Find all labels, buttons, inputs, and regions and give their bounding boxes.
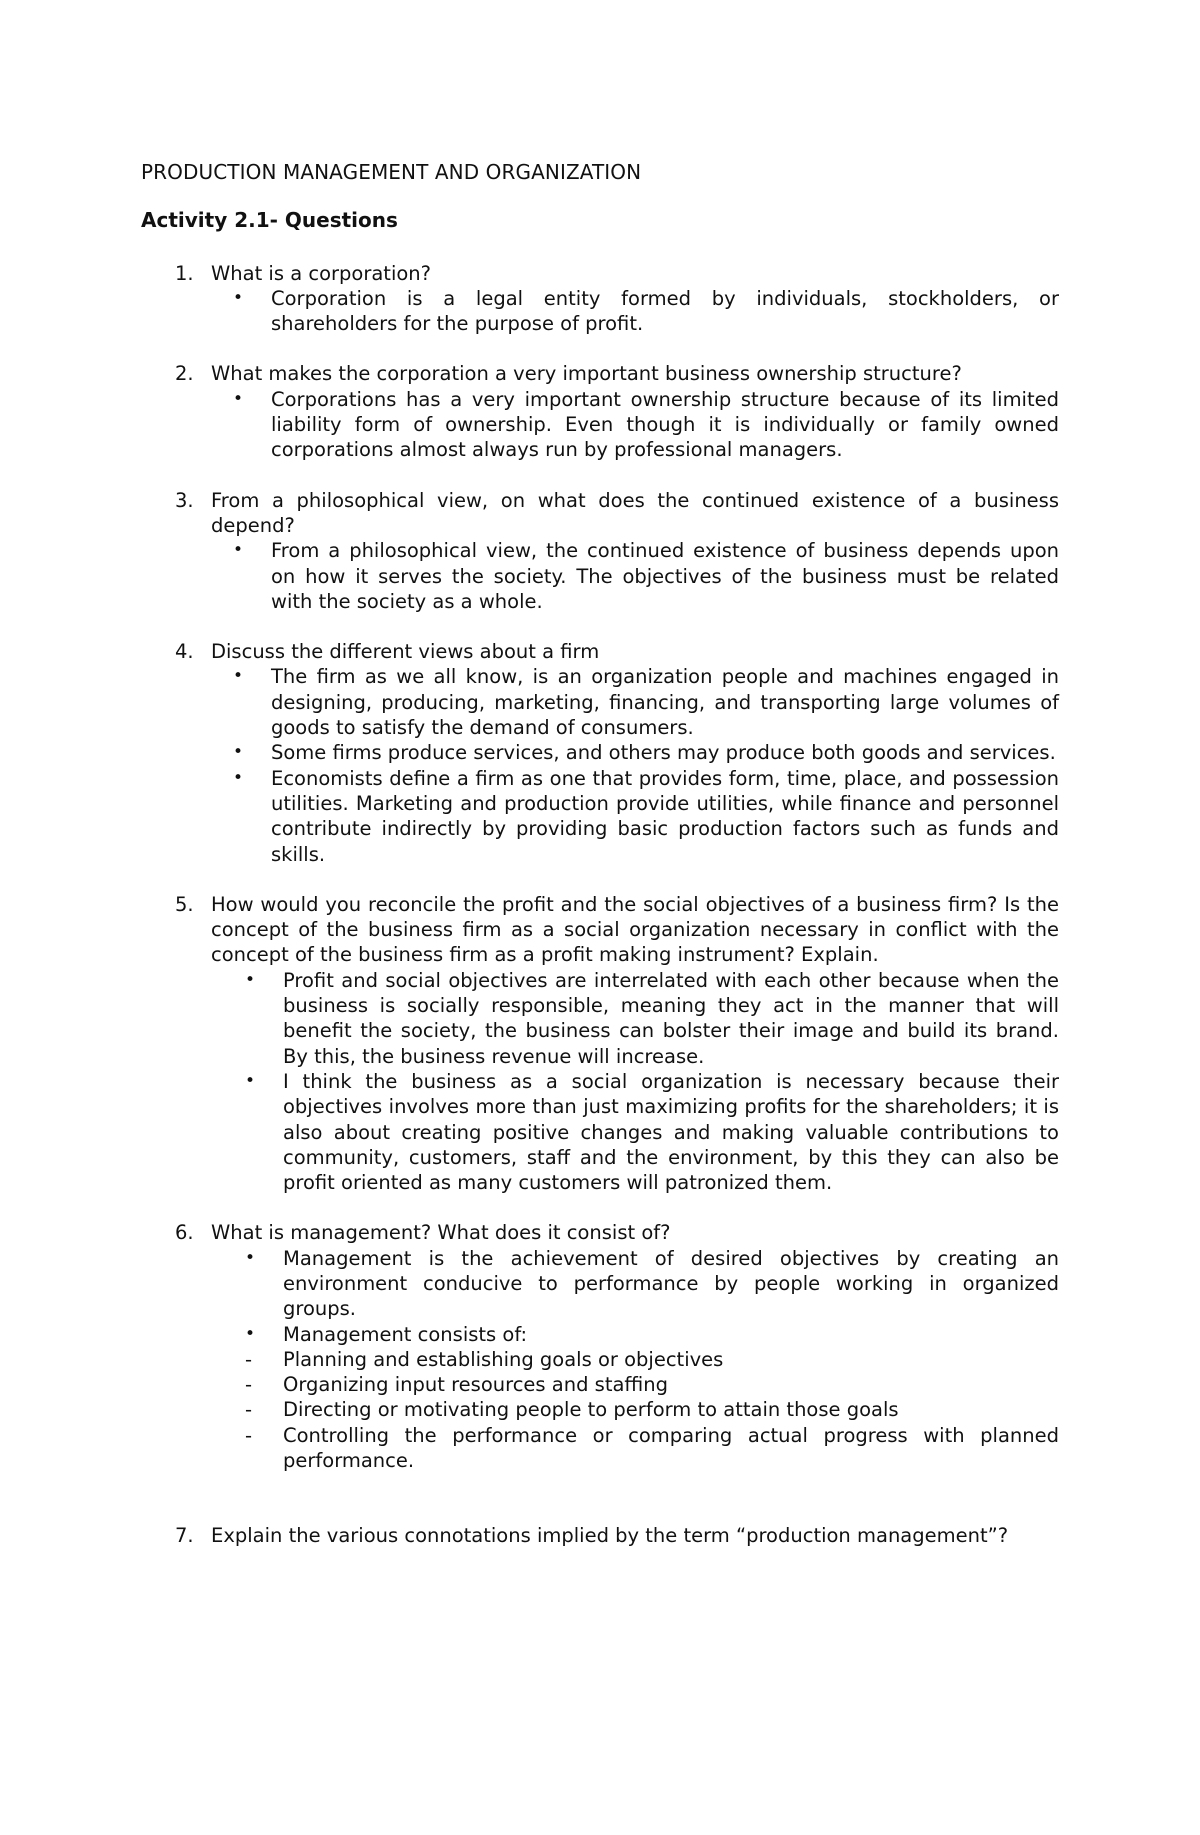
- question-6: [141, 1220, 1059, 1473]
- bullet-icon: •: [233, 767, 244, 788]
- question-text: What makes the corporation a very important business ownership structure?: [211, 362, 962, 386]
- activity-heading: Activity 2.1- Questions: [141, 208, 398, 233]
- answer-item: [211, 1246, 1059, 1322]
- bullet-icon: •: [245, 1323, 256, 1344]
- answer-text: Some firms produce services, and others may produce both goods and services.: [271, 741, 1056, 765]
- question-text: From a philosophical view, on what does the continued existence of a business depend?: [211, 488, 1059, 537]
- bullet-icon: •: [245, 1070, 256, 1091]
- question-text: Discuss the different views about a firm: [211, 640, 600, 664]
- answer-item: [211, 968, 1059, 1069]
- question-number: 4.: [175, 640, 194, 664]
- bullet-icon: •: [233, 540, 244, 561]
- question-4: [141, 639, 1059, 867]
- sub-item-text: Organizing input resources and staffing: [283, 1373, 669, 1397]
- question-number: 1.: [175, 261, 194, 285]
- sub-item-text: Controlling the performance or comparing actual progress with planned performance.: [283, 1423, 1059, 1473]
- dash-icon: -: [245, 1423, 253, 1447]
- answer-item: [211, 1322, 1059, 1347]
- question-1: [141, 261, 1059, 337]
- answer-text: I think the business as a social organization is necessary because their objectives involves more than just maximizing profits for the shareholders; it is also about creating positive changes and making valuable contributions to community, customers, staff and the environment, by this they can also be profit oriented as many customers will patronized them.: [283, 1069, 1059, 1195]
- answer-text: Economists define a firm as one that provides form, time, place, and possession utilities. Marketing and production provide utilities, while finance and personnel contribute indirectly by providing basic production factors such as funds and skills.: [271, 766, 1059, 866]
- document-title: PRODUCTION MANAGEMENT AND ORGANIZATION: [141, 160, 642, 184]
- question-2: [141, 361, 1059, 462]
- answer-text: Management consists of:: [283, 1322, 528, 1346]
- dash-icon: -: [245, 1398, 253, 1422]
- answer-item: [211, 286, 1059, 337]
- bullet-icon: •: [245, 1247, 256, 1268]
- question-3: [141, 488, 1059, 614]
- sub-item-text: Directing or motivating people to perform to attain those goals: [283, 1398, 899, 1422]
- sub-item: [176, 1347, 1059, 1372]
- bullet-icon: •: [233, 287, 244, 308]
- question-number: 6.: [175, 1221, 194, 1245]
- document-page: [141, 160, 1059, 1574]
- dash-icon: -: [245, 1347, 253, 1371]
- question-number: 3.: [175, 488, 194, 512]
- answer-text: The firm as we all know, is an organization people and machines engaged in designing, producing, marketing, financing, and transporting large volumes of goods to satisfy the demand of consumers.: [271, 665, 1059, 740]
- answer-item: [211, 664, 1059, 740]
- answer-text: Profit and social objectives are interrelated with each other because when the business is socially responsible, meaning they act in the manner that will benefit the society, the business can bolster their image and build its brand. By this, the business revenue will increase.: [283, 968, 1059, 1068]
- answer-item: [211, 1069, 1059, 1195]
- answer-item: [211, 766, 1059, 867]
- answer-text: Management is the achievement of desired objectives by creating an environment conducive to performance by people working in organized groups.: [283, 1246, 1059, 1321]
- question-number: 2.: [175, 362, 194, 386]
- question-number: 7.: [175, 1524, 194, 1548]
- question-5: [141, 892, 1059, 1196]
- dash-icon: -: [245, 1373, 253, 1397]
- bullet-icon: •: [233, 742, 244, 763]
- answer-item: [211, 740, 1059, 765]
- answer-item: [211, 387, 1059, 463]
- bullet-icon: •: [233, 388, 244, 409]
- question-text: What is management? What does it consist of?: [211, 1221, 671, 1245]
- bullet-icon: •: [233, 666, 244, 687]
- question-text: What is a corporation?: [211, 261, 432, 285]
- answer-text: From a philosophical view, the continued existence of business depends upon on how it serves the society. The objectives of the business must be related with the society as a whole.: [271, 539, 1059, 613]
- question-text: How would you reconcile the profit and the social objectives of a business firm? Is the concept of the business firm as a social organization necessary in conflict with the concept of the business firm as a profit making instrument? Explain.: [211, 892, 1059, 967]
- sub-item: [176, 1397, 1059, 1422]
- answer-text: Corporation is a legal entity formed by individuals, stockholders, or shareholders for the purpose of profit.: [271, 286, 1059, 336]
- question-text: Explain the various connotations implied by the term “production management”?: [211, 1524, 1009, 1548]
- answer-text: Corporations has a very important ownership structure because of its limited liability form of ownership. Even though it is individually or family owned corporations almost always run by professional managers.: [271, 387, 1059, 462]
- bullet-icon: •: [245, 969, 256, 990]
- sub-item: [176, 1423, 1059, 1474]
- sub-item: [176, 1372, 1059, 1397]
- sub-item-text: Planning and establishing goals or objectives: [283, 1347, 724, 1371]
- question-number: 5.: [175, 892, 194, 916]
- question-7: [141, 1523, 1059, 1548]
- answer-item: [211, 538, 1059, 614]
